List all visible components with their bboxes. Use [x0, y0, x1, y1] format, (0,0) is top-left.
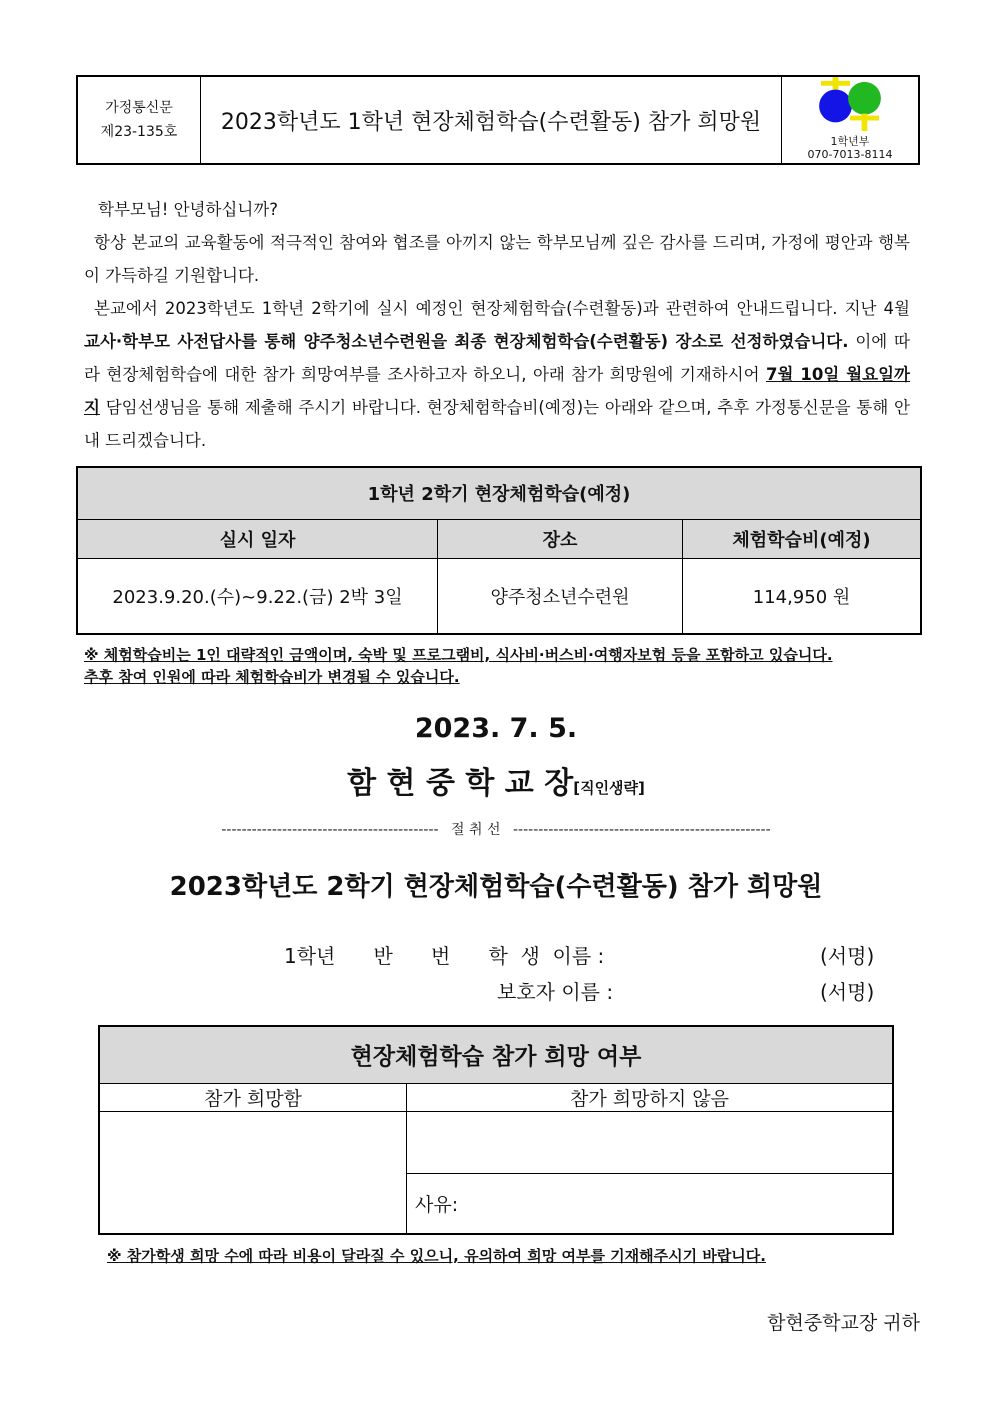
- col-not-participate: 참가 희망하지 않음: [407, 1083, 894, 1111]
- doc-id-cell: [78, 77, 201, 163]
- reason-cell[interactable]: [407, 1173, 894, 1234]
- not-participate-checkbox-cell[interactable]: [407, 1111, 894, 1173]
- cell-place: 양주청소년수련원: [438, 558, 683, 634]
- participation-table-title: 현장체험학습 참가 희망 여부: [99, 1026, 893, 1083]
- cut-line: ------------------------------------------- 절 취 선 ---------------------------------------------------: [221, 822, 771, 838]
- form-title: 2023학년도 2학기 현장체험학습(수련활동) 참가 희망원: [169, 872, 823, 902]
- seal-note: [직인생략]: [573, 779, 645, 797]
- participate-checkbox-cell[interactable]: [99, 1111, 407, 1234]
- issue-date: 2023. 7. 5.: [414, 713, 578, 744]
- cost-note: ※ 참가학생 희망 수에 따라 비용이 달라질 수 있으니, 유의하여 희망 여부를 기재해주시기 바랍니다.: [107, 1247, 766, 1265]
- cut-line-label: 절 취 선: [451, 822, 501, 838]
- dept-label: 1학년부: [830, 135, 870, 148]
- reason-label: 사유:: [415, 1193, 459, 1216]
- doc-type: 가정통신문: [105, 100, 173, 116]
- fee-note: ※ 체험학습비는 1인 대략적인 금액이며, 숙박 및 프로그램비, 식사비·버스비·여행자보험 등을 포함하고 있습니다. 추후 참여 인원에 따라 체험학습비가 변경될 수 있습니다.: [84, 646, 833, 686]
- dept-phone: 070-7013-8114: [807, 148, 893, 161]
- intro-paragraph-1: 항상 본교의 교육활동에 적극적인 참여와 협조를 아끼지 않는 학부모님께 깊은 감사를 드리며, 가정에 평안과 행복이 가득하길 기원합니다.: [84, 233, 910, 285]
- guardian-name-line[interactable]: 보호자 이름 :: [497, 980, 614, 1004]
- header-place: 장소: [438, 519, 683, 558]
- student-name-line[interactable]: 1학년 반 번 학 생 이름 :: [284, 944, 605, 968]
- principal-line: [0, 758, 992, 802]
- greeting: 학부모님! 안녕하십니까?: [98, 200, 279, 219]
- cell-date: 2023.9.20.(수)~9.22.(금) 2박 3일: [77, 558, 438, 634]
- footer-addressee: 함현중학교장 귀하: [767, 1312, 920, 1334]
- logo-cell: [782, 77, 918, 163]
- col-participate: 참가 희망함: [99, 1083, 407, 1111]
- intro-paragraph-2: 본교에서 2023학년도 1학년 2학기에 실시 예정인 현장체험학습(수련활동)과 관련하여 안내드립니다. 지난 4월 교사·학부모 사전답사를 통해 양주청소년수련원을 최종 현장체험학습(수련활동) 장소로 선정하였습니다. 이에 따라 현장체험학습에 대한 참가 희망여부를 조사하고자 하오니, 아래 참가 희망원에 기재하시어 7월 10일 월요일까지 담임선생님을 통해 제출해 주시기 바랍니다. 현장체험학습비(예정)는 아래와 같으며, 추후 가정통신문을 통해 안내 드리겠습니다.: [84, 299, 910, 450]
- cell-fee: 114,950 원: [683, 558, 922, 634]
- doc-number: 제23-135호: [100, 124, 178, 140]
- participation-table: [98, 1025, 894, 1235]
- deadline: 7월 10일 월요일까지: [84, 365, 910, 417]
- principal-name: 함 현 중 학 교 장: [347, 766, 574, 801]
- school-logo-icon: [815, 77, 885, 133]
- selection-notice: 교사·학부모 사전답사를 통해 양주청소년수련원을 최종 현장체험학습(수련활동) 장소로 선정하였습니다.: [84, 332, 849, 351]
- info-table-caption: 1학년 2학기 현장체험학습(예정): [77, 467, 921, 519]
- field-trip-info-table: [76, 466, 922, 635]
- guardian-sign[interactable]: (서명): [820, 980, 875, 1004]
- header-box: [76, 75, 920, 165]
- header-date: 실시 일자: [77, 519, 438, 558]
- doc-title: 2023학년도 1학년 현장체험학습(수련활동) 참가 희망원: [201, 77, 782, 163]
- student-sign[interactable]: (서명): [820, 944, 875, 968]
- header-fee: 체험학습비(예정): [683, 519, 922, 558]
- intro-text: [84, 193, 910, 457]
